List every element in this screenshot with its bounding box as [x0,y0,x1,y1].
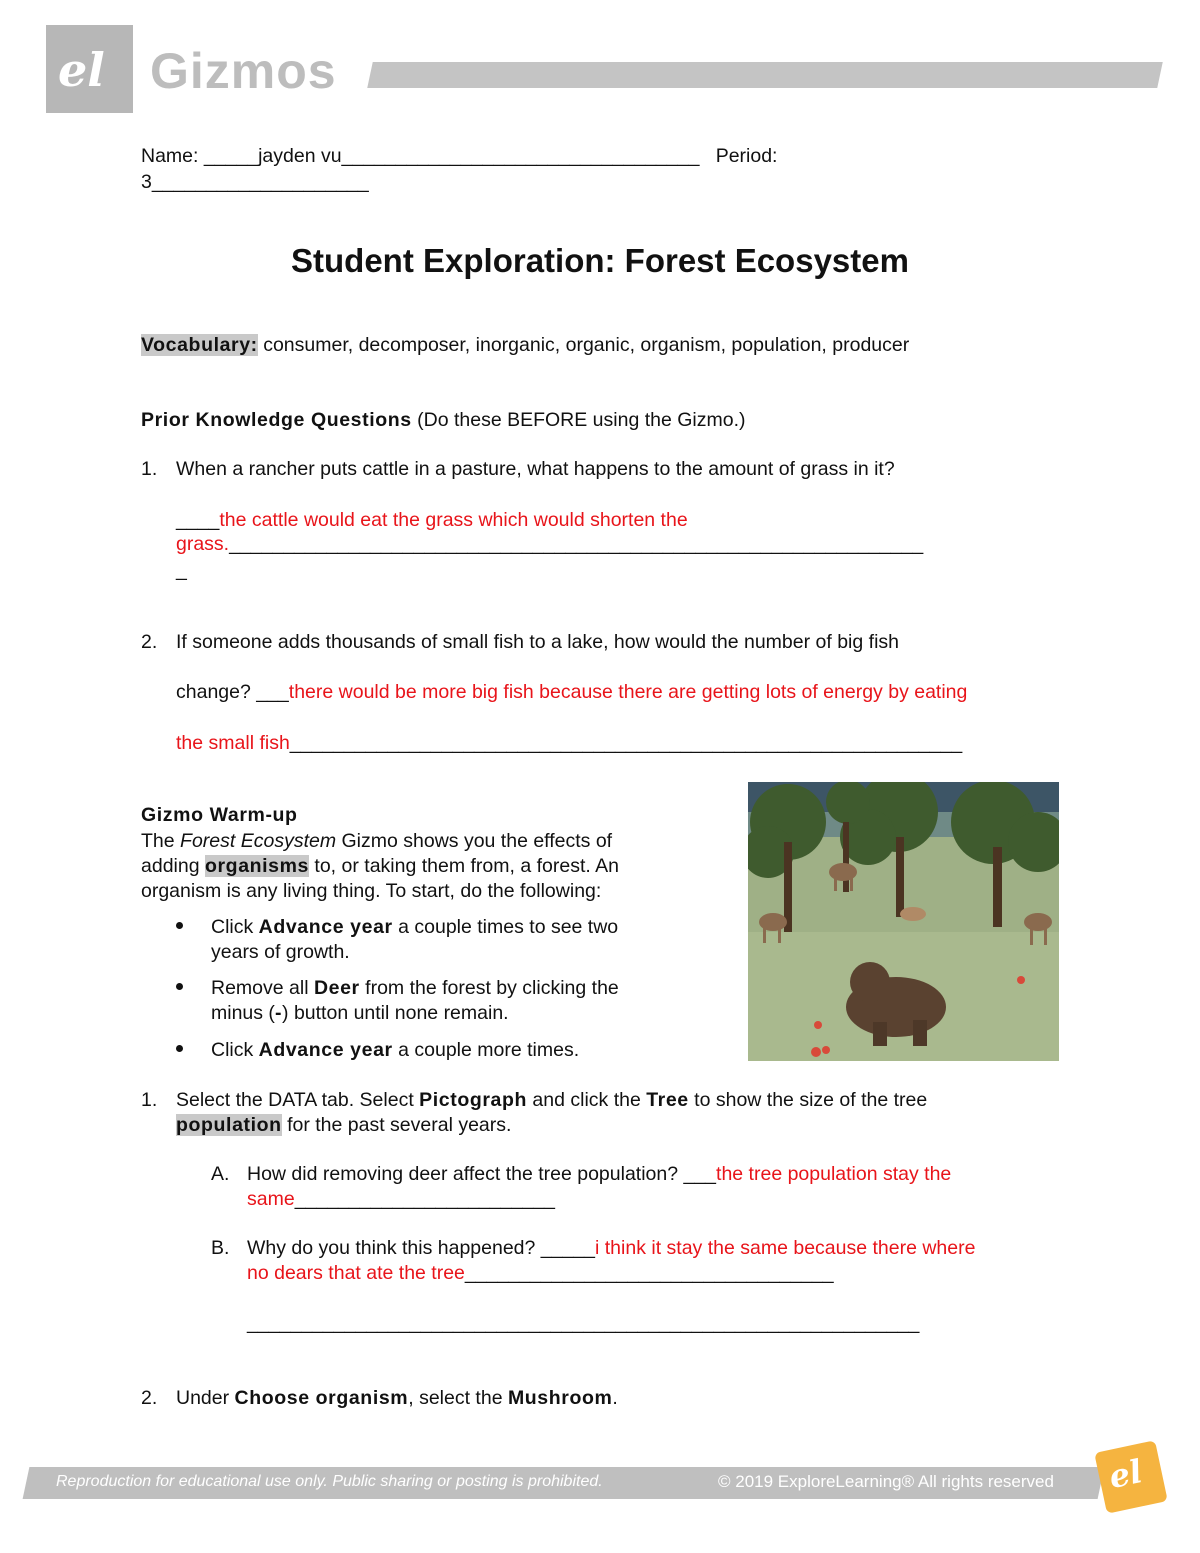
prior-knowledge-heading [141,408,746,433]
footer-logo-mark: el [1105,1452,1146,1497]
bullet-dot [176,983,183,990]
vocabulary-terms: consumer, decomposer, inorganic, organic, organism, population, producer [257,334,910,356]
q2-answer-text1: there would be more big fish because there are getting lots of energy by eating [288,681,968,703]
act1-l1-b: and click the [527,1089,647,1111]
header-bar [367,62,1163,88]
act1-l1-c: to show the size of the tree [688,1089,928,1111]
act1a-line1 [247,1162,951,1187]
warmup-para-line2 [141,854,619,879]
act1b-question: Why do you think this happened? _____ [247,1237,596,1259]
q1-blank-line3: _ [176,559,187,581]
q1-blank-tail: ________________________________________________________________ [229,533,924,555]
act1b-line1 [247,1236,975,1261]
warmup-p2-b: to, or taking them from, a forest. An [309,855,619,877]
act2-c: . [612,1387,618,1409]
b2-bold: Deer [313,977,360,999]
page-title: Student Exploration: Forest Ecosystem [291,242,909,279]
act1b-answer1: i think it stay the same because there where [595,1237,976,1259]
q2-question: If someone adds thousands of small fish to a lake, how would the number of big fish [176,631,899,653]
bullet2-line1 [211,976,619,1001]
act1b-label: B. [211,1237,230,1259]
warmup-para-line3: organism is any living thing. To start, do the following: [141,880,602,902]
q2-answer-line1 [176,680,967,705]
act2-a: Under [176,1387,235,1409]
q2-blank-tail: ______________________________________________________________ [289,732,963,754]
warmup-p2-a: adding [141,855,205,877]
explorelearning-logo [46,25,133,113]
act1a-label: A. [211,1163,230,1185]
act2-number: 2. [141,1387,158,1409]
q1-question: When a rancher puts cattle in a pasture, what happens to the amount of grass in it? [176,458,895,480]
act2-line [176,1386,618,1411]
q1-answer-line2 [176,532,923,557]
act1-line2 [176,1113,511,1138]
act1a-line2 [247,1187,555,1212]
act1-pictograph: Pictograph [419,1089,527,1111]
b2-a: Remove all [211,977,314,999]
act1a-blank-tail: ________________________ [294,1188,555,1210]
forest-ecosystem-image [748,782,1059,1061]
bullet1-line1 [211,915,618,940]
warmup-heading [141,803,298,828]
prior-heading-bold: Prior Knowledge Questions [141,409,412,431]
q1-answer-text1: the cattle would eat the grass which would shorten the [219,509,688,531]
act1b-blank-line: ______________________________________________________________ [247,1312,920,1334]
b2-c2: ) button until none remain. [282,1002,509,1024]
act1-population: population [176,1114,282,1136]
q2-number: 2. [141,631,158,653]
act2-mushroom: Mushroom [507,1387,613,1409]
warmup-para-line1 [141,829,612,854]
warmup-p1-b: Gizmo shows you the effects of [336,830,613,852]
bullet3-line1 [211,1038,579,1063]
act1b-blank-tail: __________________________________ [464,1262,834,1284]
footer-logo [1094,1440,1168,1514]
act2-b: , select the [408,1387,508,1409]
footer-copyright: © 2019 ExploreLearning® All rights reserved [718,1472,1054,1491]
act1a-question: How did removing deer affect the tree population? ___ [247,1163,717,1185]
q2-lead: change? ___ [176,681,289,703]
warmup-p1-italic: Forest Ecosystem [180,830,337,852]
q2-answer-text2: the small fish [176,732,290,754]
act1b-answer2: no dears that ate the tree [247,1262,465,1284]
act1a-answer1: the tree population stay the [716,1163,952,1185]
vocabulary-line [141,333,909,358]
logo-mark: el [58,43,105,97]
bullet-dot [176,922,183,929]
b3-a: Click [211,1039,259,1061]
bullet2-line2 [211,1001,509,1026]
b1-a: Click [211,916,259,938]
act1-tree: Tree [646,1089,689,1111]
b1-bold: Advance year [258,916,393,938]
q1-answer-text2: grass. [176,533,230,555]
q1-answer-line1 [176,508,688,533]
bullet-dot [176,1045,183,1052]
brand-name: Gizmos [150,43,337,99]
warmup-heading-text: Gizmo Warm-up [141,804,298,826]
q1-number: 1. [141,458,158,480]
prior-heading-note: (Do these BEFORE using the Gizmo.) [411,409,746,431]
q1-prefix: ____ [176,509,220,531]
name-period-line: Name: _____jayden vu_________________________________ Period: [141,145,778,167]
b2-b: from the forest by clicking the [359,977,619,999]
b1-b: a couple times to see two [392,916,619,938]
act1a-answer2: same [247,1188,295,1210]
b3-b: a couple more times. [392,1039,580,1061]
q2-answer-line2 [176,731,962,756]
act1-l2-b: for the past several years. [281,1114,512,1136]
vocabulary-label: Vocabulary: [141,334,258,356]
period-value: 3____________________ [141,171,369,193]
act1-l1-a: Select the DATA tab. Select [176,1089,420,1111]
b2-c1: minus ( [211,1002,275,1024]
act1-number: 1. [141,1089,158,1111]
warmup-p2-bold: organisms [204,855,309,877]
footer-reproduction-notice: Reproduction for educational use only. Public sharing or posting is prohibited. [56,1473,603,1490]
b3-bold: Advance year [258,1039,393,1061]
b2-c-bold: - [274,1002,283,1024]
act2-choose-organism: Choose organism [234,1387,409,1409]
bullet1-line2: years of growth. [211,941,350,963]
act1b-line2 [247,1261,834,1286]
act1-line1 [176,1088,927,1113]
warmup-p1-a: The [141,830,181,852]
